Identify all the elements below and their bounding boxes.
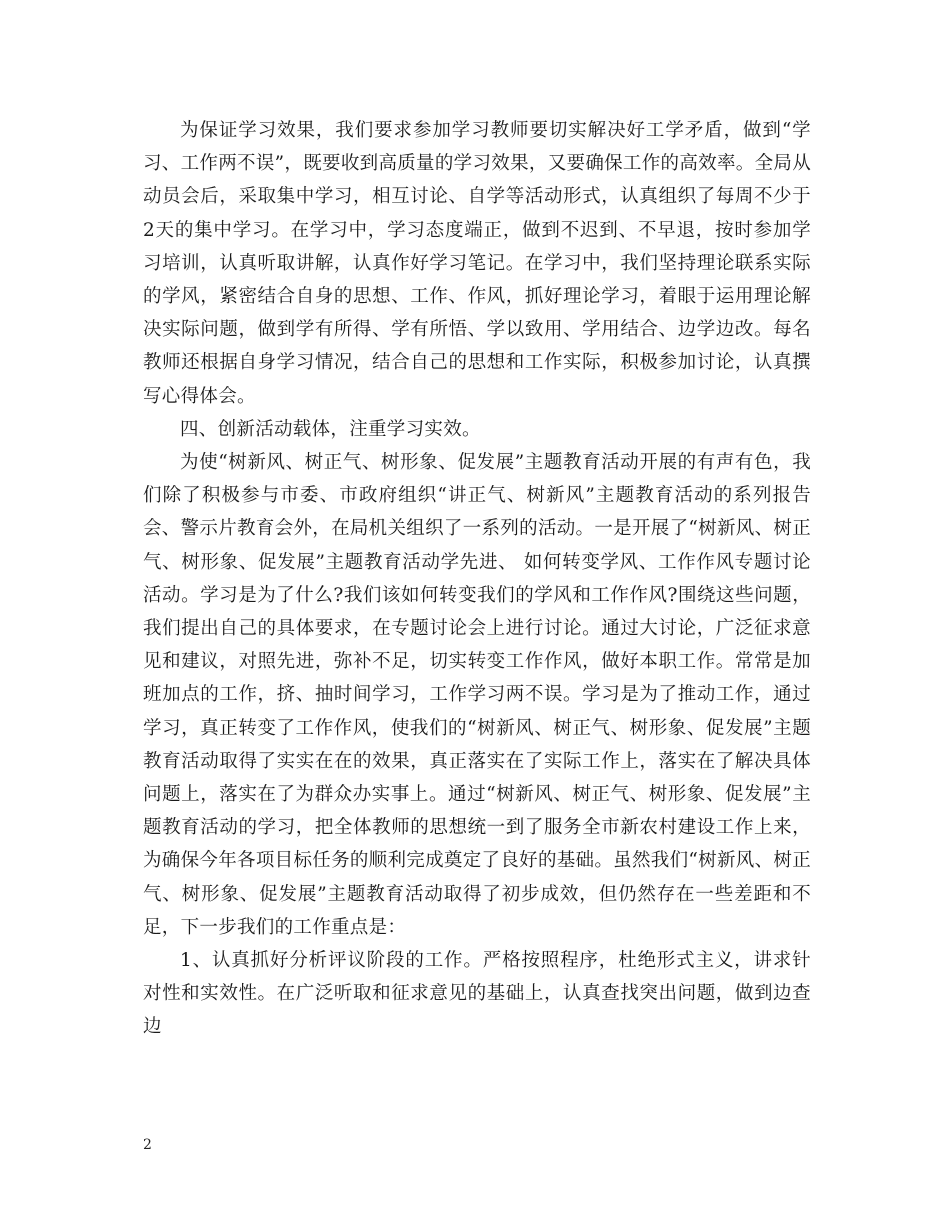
paragraph-item-one: 1、认真抓好分析评议阶段的工作。严格按照程序，杜绝形式主义，讲求针对性和实效性。在广泛听取和征求意见的基础上，认真查找突出问题，做到边查边 xyxy=(143,950,811,1038)
document-body xyxy=(143,114,811,1044)
section-heading-four: 四、创新活动载体，注重学习实效。 xyxy=(180,418,481,440)
paragraph-study-effect: 为保证学习效果，我们要求参加学习教师要切实解决好工学矛盾，做到“学习、工作两不误”，既要收到高质量的学习效果，又要确保工作的高效率。全局从动员会后，采取集中学习，相互讨论、自学等活动形式，认真组织了每周不少于2天的集中学习。在学习中，学习态度端正，做到不迟到、不早退，按时参加学习培训，认真听取讲解，认真作好学习笔记。在学习中，我们坚持理论联系实际的学风，紧密结合自身的思想、工作、作风，抓好理论学习，着眼于运用理论解决实际问题，做到学有所得、学有所悟、学以致用、学用结合、边学边改。每名教师还根据自身学习情况，结合自己的思想和工作实际，积极参加讨论，认真撰写心得体会。 xyxy=(143,120,811,407)
page-number: 2 xyxy=(143,1137,152,1153)
paragraph-activities: 为使“树新风、树正气、树形象、促发展”主题教育活动开展的有声有色，我们除了积极参与市委、市政府组织“讲正气、树新风”主题教育活动的系列报告会、警示片教育会外，在局机关组织了一系列的活动。一是开展了“树新风、树正气、树形象、促发展”主题教育活动学先进、 如何转变学风、工作作风专题讨论活动。学习是为了什么?我们该如何转变我们的学风和工作作风?围绕这些问题，我们提出自己的具体要求，在专题讨论会上进行讨论。通过大讨论，广泛征求意见和建议，对照先进，弥补不足，切实转变工作作风，做好本职工作。常常是加班加点的工作，挤、抽时间学习，工作学习两不误。学习是为了推动工作，通过学习，真正转变了工作作风，使我们的“树新风、树正气、树形象、促发展”主题教育活动取得了实实在在的效果，真正落实在了实际工作上，落实在了解决具体问题上，落实在了为群众办实事上。通过“树新风、树正气、树形象、促发展”主题教育活动的学习，把全体教师的思想统一到了服务全市新农村建设工作上来，为确保今年各项目标任务的顺利完成奠定了良好的基础。虽然我们“树新风、树正气、树形象、促发展”主题教育活动取得了初步成效，但仍然存在一些差距和不足，下一步我们的工作重点是： xyxy=(143,452,811,938)
